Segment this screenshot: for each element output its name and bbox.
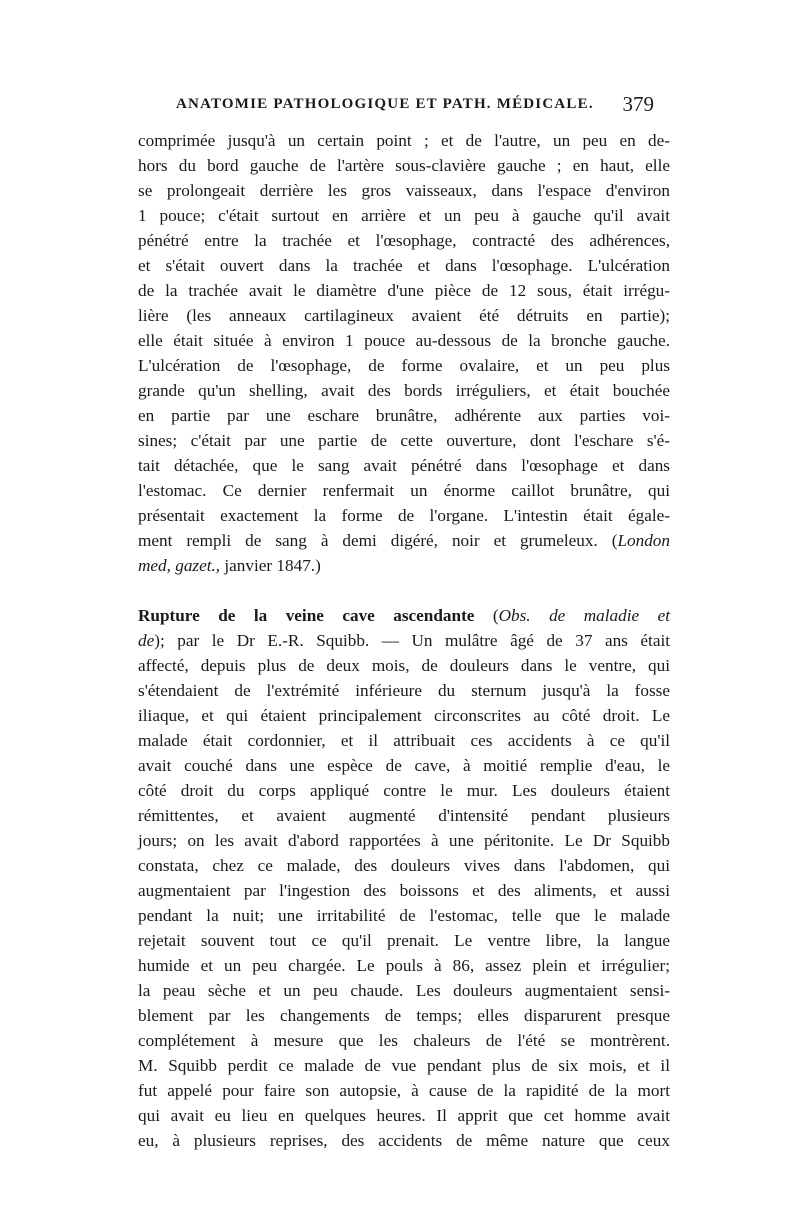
text-line: comprimée jusqu'à un certain point ; et de l'autre, un peu en de- bbox=[138, 131, 670, 150]
section-heading: Rupture de la veine cave ascendante bbox=[138, 606, 475, 625]
paragraph-1 bbox=[138, 128, 670, 578]
text-line: humide et un peu chargée. Le pouls à 86, assez plein et irrégulier; bbox=[138, 956, 670, 975]
text-line: s'étendaient de l'extrémité inférieure du sternum jusqu'à la fosse bbox=[138, 681, 670, 700]
section-heading-note: Obs. de maladie et bbox=[498, 606, 670, 625]
text-line: fut appelé pour faire son autopsie, à cause de la rapidité de la mort bbox=[138, 1081, 670, 1100]
text-line: l'estomac. Ce dernier renfermait un énorme caillot brunâtre, qui bbox=[138, 481, 670, 500]
text-line-content: ment rempli de sang à demi digéré, noir et grumeleux. bbox=[138, 531, 598, 550]
citation-source: London bbox=[617, 531, 670, 550]
text-line: tait détachée, que le sang avait pénétré dans l'œsophage et dans bbox=[138, 456, 670, 475]
text-line: et s'était ouvert dans la trachée et dans l'œsophage. L'ulcération bbox=[138, 256, 670, 275]
citation-line bbox=[138, 553, 670, 578]
text-line: malade était cordonnier, et il attribuait ces accidents à ce qu'il bbox=[138, 731, 670, 750]
text-line: augmentaient par l'ingestion des boissons et des aliments, et aussi bbox=[138, 881, 670, 900]
text-line: rejetait souvent tout ce qu'il prenait. Le ventre libre, la langue bbox=[138, 931, 670, 950]
text-line: constata, chez ce malade, des douleurs vives dans l'abdomen, qui bbox=[138, 856, 670, 875]
text-line: blement par les changements de temps; elles disparurent presque bbox=[138, 1006, 670, 1025]
text-line: se prolongeait derrière les gros vaisseaux, dans l'espace d'environ bbox=[138, 181, 670, 200]
running-head bbox=[138, 92, 658, 122]
text-line bbox=[138, 628, 670, 653]
text-line: complétement à mesure que les chaleurs de l'été se montrèrent. bbox=[138, 1031, 670, 1050]
text-line: pendant la nuit; une irritabilité de l'estomac, telle que le malade bbox=[138, 906, 670, 925]
text-line: jours; on les avait d'abord rapportées à une péritonite. Le Dr Squibb bbox=[138, 831, 670, 850]
section-heading-line: Rupture de la veine cave ascendante (Obs. de maladie et bbox=[138, 606, 670, 625]
text-line: M. Squibb perdit ce malade de vue pendant plus de six mois, et il bbox=[138, 1056, 670, 1075]
text-line-with-citation: ment rempli de sang à demi digéré, noir et grumeleux. (London bbox=[138, 531, 670, 550]
text-line: côté droit du corps appliqué contre le mur. Les douleurs étaient bbox=[138, 781, 670, 800]
text-line: pénétré entre la trachée et l'œsophage, contracté des adhérences, bbox=[138, 231, 670, 250]
text-line-content: ); par le Dr E.-R. Squibb. — Un mulâtre âgé de 37 ans était bbox=[154, 631, 670, 650]
text-line: avait couché dans une espèce de cave, à moitié remplie d'eau, le bbox=[138, 756, 670, 775]
text-line: L'ulcération de l'œsophage, de forme ovalaire, et un peu plus bbox=[138, 356, 670, 375]
text-line: la peau sèche et un peu chaude. Les douleurs augmentaient sensi- bbox=[138, 981, 670, 1000]
text-line: affecté, depuis plus de deux mois, de douleurs dans le ventre, qui bbox=[138, 656, 670, 675]
citation-date: janvier 1847.) bbox=[220, 556, 321, 575]
citation-journal: med, gazet., bbox=[138, 556, 221, 575]
running-title: ANATOMIE PATHOLOGIQUE ET PATH. MÉDICALE. bbox=[176, 96, 594, 112]
text-line: de la trachée avait le diamètre d'une pièce de 12 sous, était irrégu- bbox=[138, 281, 670, 300]
text-line: lière (les anneaux cartilagineux avaient été détruits en partie); bbox=[138, 306, 670, 325]
text-line: iliaque, et qui étaient principalement circonscrites au côté droit. Le bbox=[138, 706, 670, 725]
text-line: rémittentes, et avaient augmenté d'intensité pendant plusieurs bbox=[138, 806, 670, 825]
heading-note-end: de bbox=[138, 631, 155, 650]
text-line: présentait exactement la forme de l'organe. L'intestin était égale- bbox=[138, 506, 670, 525]
paragraph-gap bbox=[138, 578, 670, 603]
text-line: en partie par une eschare brunâtre, adhérente aux parties voi- bbox=[138, 406, 670, 425]
text-line: eu, à plusieurs reprises, des accidents de même nature que ceux bbox=[138, 1131, 670, 1150]
text-line: qui avait eu lieu en quelques heures. Il apprit que cet homme avait bbox=[138, 1106, 670, 1125]
body-text bbox=[138, 128, 670, 1153]
text-line: hors du bord gauche de l'artère sous-clavière gauche ; en haut, elle bbox=[138, 156, 670, 175]
text-line: elle était située à environ 1 pouce au-dessous de la bronche gauche. bbox=[138, 331, 670, 350]
text-line: grande qu'un shelling, avait des bords irréguliers, et était bouchée bbox=[138, 381, 670, 400]
paragraph-2 bbox=[138, 603, 670, 1153]
text-line: sines; c'était par une partie de cette ouverture, dont l'eschare s'é- bbox=[138, 431, 670, 450]
text-line: 1 pouce; c'était surtout en arrière et un peu à gauche qu'il avait bbox=[138, 206, 670, 225]
page-number: 379 bbox=[622, 92, 654, 116]
